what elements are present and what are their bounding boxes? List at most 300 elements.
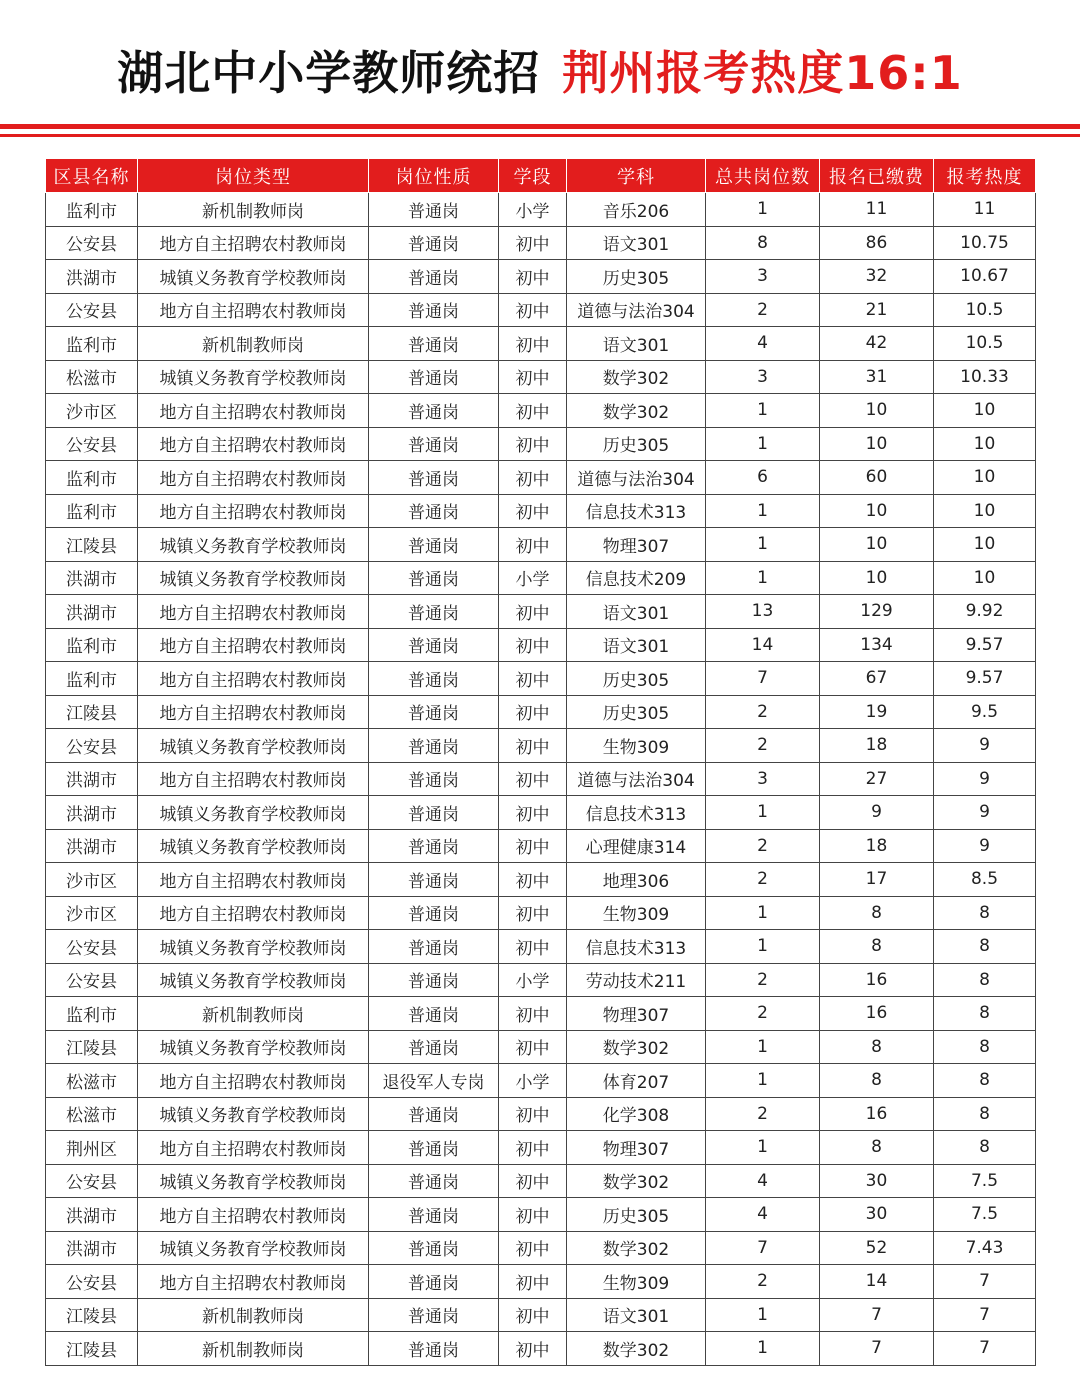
cell-subject: 历史305 — [567, 662, 706, 696]
cell-post-nature: 普通岗 — [369, 461, 499, 495]
cell-post-nature: 普通岗 — [369, 1231, 499, 1265]
cell-paid-registrations: 10 — [820, 394, 934, 428]
cell-paid-registrations: 134 — [820, 628, 934, 662]
table-row — [46, 662, 1036, 696]
cell-post-type: 地方自主招聘农村教师岗 — [138, 226, 369, 260]
cell-school-level: 初中 — [499, 1131, 567, 1165]
cell-paid-registrations: 18 — [820, 829, 934, 863]
cell-heat-ratio: 9.5 — [934, 695, 1036, 729]
cell-post-nature: 普通岗 — [369, 1265, 499, 1299]
cell-paid-registrations: 10 — [820, 427, 934, 461]
cell-heat-ratio: 10 — [934, 427, 1036, 461]
cell-district: 监利市 — [46, 327, 138, 361]
cell-heat-ratio: 10 — [934, 528, 1036, 562]
cell-post-nature: 普通岗 — [369, 494, 499, 528]
cell-post-nature: 普通岗 — [369, 930, 499, 964]
cell-total-posts: 3 — [706, 360, 820, 394]
cell-heat-ratio: 8 — [934, 997, 1036, 1031]
cell-district: 公安县 — [46, 1265, 138, 1299]
table-row — [46, 260, 1036, 294]
header-subject: 学科 — [567, 159, 706, 193]
cell-total-posts: 4 — [706, 1164, 820, 1198]
cell-heat-ratio: 10.33 — [934, 360, 1036, 394]
cell-district: 公安县 — [46, 226, 138, 260]
table-row — [46, 1164, 1036, 1198]
cell-heat-ratio: 10 — [934, 561, 1036, 595]
cell-post-type: 地方自主招聘农村教师岗 — [138, 394, 369, 428]
cell-school-level: 初中 — [499, 829, 567, 863]
cell-subject: 历史305 — [567, 260, 706, 294]
cell-total-posts: 4 — [706, 1198, 820, 1232]
cell-post-nature: 普通岗 — [369, 327, 499, 361]
cell-total-posts: 6 — [706, 461, 820, 495]
cell-post-nature: 退役军人专岗 — [369, 1064, 499, 1098]
cell-heat-ratio: 8 — [934, 1131, 1036, 1165]
cell-paid-registrations: 129 — [820, 595, 934, 629]
cell-post-type: 地方自主招聘农村教师岗 — [138, 293, 369, 327]
cell-school-level: 初中 — [499, 1164, 567, 1198]
cell-heat-ratio: 9 — [934, 762, 1036, 796]
cell-school-level: 初中 — [499, 1298, 567, 1332]
cell-subject: 数学302 — [567, 360, 706, 394]
cell-school-level: 初中 — [499, 494, 567, 528]
cell-subject: 语文301 — [567, 226, 706, 260]
header-district: 区县名称 — [46, 159, 138, 193]
cell-paid-registrations: 7 — [820, 1332, 934, 1366]
cell-district: 监利市 — [46, 628, 138, 662]
cell-post-nature: 普通岗 — [369, 1298, 499, 1332]
cell-total-posts: 3 — [706, 762, 820, 796]
cell-district: 江陵县 — [46, 695, 138, 729]
table-row — [46, 1097, 1036, 1131]
cell-school-level: 初中 — [499, 427, 567, 461]
cell-post-nature: 普通岗 — [369, 360, 499, 394]
cell-post-nature: 普通岗 — [369, 1131, 499, 1165]
cell-post-type: 新机制教师岗 — [138, 327, 369, 361]
cell-subject: 道德与法治304 — [567, 293, 706, 327]
table-row — [46, 394, 1036, 428]
title-divider-thin — [0, 134, 1080, 137]
cell-paid-registrations: 8 — [820, 896, 934, 930]
cell-subject: 信息技术313 — [567, 930, 706, 964]
cell-school-level: 初中 — [499, 461, 567, 495]
table-body — [46, 193, 1036, 1366]
cell-post-nature: 普通岗 — [369, 394, 499, 428]
cell-post-type: 城镇义务教育学校教师岗 — [138, 260, 369, 294]
cell-paid-registrations: 52 — [820, 1231, 934, 1265]
cell-heat-ratio: 7 — [934, 1265, 1036, 1299]
cell-post-type: 新机制教师岗 — [138, 193, 369, 227]
cell-total-posts: 1 — [706, 1064, 820, 1098]
cell-post-type: 地方自主招聘农村教师岗 — [138, 1265, 369, 1299]
cell-school-level: 小学 — [499, 963, 567, 997]
cell-district: 公安县 — [46, 1164, 138, 1198]
cell-paid-registrations: 9 — [820, 796, 934, 830]
cell-district: 洪湖市 — [46, 829, 138, 863]
table-header-row — [46, 159, 1036, 193]
cell-subject: 数学302 — [567, 1030, 706, 1064]
cell-school-level: 初中 — [499, 695, 567, 729]
table-row — [46, 193, 1036, 227]
cell-paid-registrations: 16 — [820, 963, 934, 997]
cell-total-posts: 1 — [706, 427, 820, 461]
cell-district: 公安县 — [46, 930, 138, 964]
recruitment-table — [45, 158, 1036, 1366]
title-main: 湖北中小学教师统招 — [117, 46, 541, 100]
cell-post-nature: 普通岗 — [369, 896, 499, 930]
cell-heat-ratio: 7.43 — [934, 1231, 1036, 1265]
cell-subject: 信息技术313 — [567, 494, 706, 528]
cell-total-posts: 7 — [706, 1231, 820, 1265]
header-heat-ratio: 报考热度 — [934, 159, 1036, 193]
cell-post-nature: 普通岗 — [369, 1097, 499, 1131]
cell-school-level: 小学 — [499, 193, 567, 227]
cell-heat-ratio: 8 — [934, 963, 1036, 997]
table-row — [46, 1030, 1036, 1064]
cell-subject: 历史305 — [567, 1198, 706, 1232]
cell-heat-ratio: 7.5 — [934, 1164, 1036, 1198]
cell-district: 洪湖市 — [46, 260, 138, 294]
cell-post-type: 地方自主招聘农村教师岗 — [138, 1198, 369, 1232]
cell-paid-registrations: 30 — [820, 1198, 934, 1232]
cell-post-nature: 普通岗 — [369, 1164, 499, 1198]
cell-subject: 信息技术313 — [567, 796, 706, 830]
table-row — [46, 896, 1036, 930]
cell-subject: 生物309 — [567, 896, 706, 930]
cell-post-type: 新机制教师岗 — [138, 1332, 369, 1366]
cell-district: 公安县 — [46, 293, 138, 327]
cell-heat-ratio: 7 — [934, 1298, 1036, 1332]
cell-subject: 体育207 — [567, 1064, 706, 1098]
cell-heat-ratio: 7.5 — [934, 1198, 1036, 1232]
table-row — [46, 461, 1036, 495]
cell-total-posts: 1 — [706, 1298, 820, 1332]
cell-subject: 音乐206 — [567, 193, 706, 227]
cell-school-level: 初中 — [499, 628, 567, 662]
cell-total-posts: 2 — [706, 293, 820, 327]
cell-district: 江陵县 — [46, 1298, 138, 1332]
cell-heat-ratio: 10.5 — [934, 327, 1036, 361]
cell-district: 沙市区 — [46, 896, 138, 930]
cell-heat-ratio: 8 — [934, 896, 1036, 930]
cell-post-type: 地方自主招聘农村教师岗 — [138, 595, 369, 629]
cell-school-level: 初中 — [499, 394, 567, 428]
cell-district: 洪湖市 — [46, 796, 138, 830]
cell-post-type: 地方自主招聘农村教师岗 — [138, 1064, 369, 1098]
cell-total-posts: 8 — [706, 226, 820, 260]
cell-district: 江陵县 — [46, 1030, 138, 1064]
cell-post-type: 地方自主招聘农村教师岗 — [138, 863, 369, 897]
cell-total-posts: 2 — [706, 863, 820, 897]
cell-total-posts: 1 — [706, 193, 820, 227]
cell-school-level: 初中 — [499, 1332, 567, 1366]
cell-post-type: 城镇义务教育学校教师岗 — [138, 729, 369, 763]
table-row — [46, 796, 1036, 830]
cell-post-nature: 普通岗 — [369, 193, 499, 227]
title-divider-thick — [0, 124, 1080, 129]
cell-post-nature: 普通岗 — [369, 595, 499, 629]
cell-total-posts: 2 — [706, 829, 820, 863]
cell-paid-registrations: 8 — [820, 1030, 934, 1064]
table-row — [46, 1198, 1036, 1232]
header-total-posts: 总共岗位数 — [706, 159, 820, 193]
cell-subject: 生物309 — [567, 1265, 706, 1299]
cell-post-nature: 普通岗 — [369, 1030, 499, 1064]
cell-post-type: 城镇义务教育学校教师岗 — [138, 829, 369, 863]
cell-heat-ratio: 9.57 — [934, 628, 1036, 662]
cell-district: 江陵县 — [46, 528, 138, 562]
table-row — [46, 829, 1036, 863]
cell-subject: 语文301 — [567, 1298, 706, 1332]
table-row — [46, 293, 1036, 327]
cell-paid-registrations: 10 — [820, 528, 934, 562]
cell-district: 监利市 — [46, 461, 138, 495]
cell-total-posts: 3 — [706, 260, 820, 294]
cell-post-nature: 普通岗 — [369, 226, 499, 260]
table-row — [46, 1298, 1036, 1332]
cell-post-nature: 普通岗 — [369, 561, 499, 595]
table-row — [46, 695, 1036, 729]
cell-school-level: 小学 — [499, 561, 567, 595]
cell-paid-registrations: 8 — [820, 930, 934, 964]
cell-total-posts: 1 — [706, 796, 820, 830]
cell-district: 洪湖市 — [46, 1198, 138, 1232]
cell-district: 公安县 — [46, 427, 138, 461]
cell-post-type: 新机制教师岗 — [138, 997, 369, 1031]
cell-subject: 物理307 — [567, 997, 706, 1031]
cell-post-type: 新机制教师岗 — [138, 1298, 369, 1332]
cell-subject: 物理307 — [567, 528, 706, 562]
table-row — [46, 595, 1036, 629]
cell-district: 洪湖市 — [46, 595, 138, 629]
cell-paid-registrations: 8 — [820, 1131, 934, 1165]
table-row — [46, 427, 1036, 461]
cell-school-level: 初中 — [499, 1265, 567, 1299]
cell-paid-registrations: 16 — [820, 1097, 934, 1131]
cell-total-posts: 7 — [706, 662, 820, 696]
cell-heat-ratio: 11 — [934, 193, 1036, 227]
header-school-level: 学段 — [499, 159, 567, 193]
cell-total-posts: 1 — [706, 561, 820, 595]
cell-paid-registrations: 17 — [820, 863, 934, 897]
table-row — [46, 1332, 1036, 1366]
cell-post-type: 城镇义务教育学校教师岗 — [138, 1231, 369, 1265]
cell-post-type: 城镇义务教育学校教师岗 — [138, 1030, 369, 1064]
cell-post-nature: 普通岗 — [369, 729, 499, 763]
cell-school-level: 初中 — [499, 293, 567, 327]
cell-post-type: 地方自主招聘农村教师岗 — [138, 662, 369, 696]
cell-post-nature: 普通岗 — [369, 695, 499, 729]
cell-school-level: 初中 — [499, 528, 567, 562]
cell-subject: 语文301 — [567, 628, 706, 662]
cell-total-posts: 4 — [706, 327, 820, 361]
cell-school-level: 初中 — [499, 226, 567, 260]
table-row — [46, 963, 1036, 997]
cell-heat-ratio: 8 — [934, 930, 1036, 964]
table-row — [46, 1131, 1036, 1165]
cell-post-nature: 普通岗 — [369, 628, 499, 662]
cell-school-level: 初中 — [499, 796, 567, 830]
cell-school-level: 初中 — [499, 1231, 567, 1265]
cell-school-level: 初中 — [499, 662, 567, 696]
cell-school-level: 初中 — [499, 863, 567, 897]
cell-paid-registrations: 19 — [820, 695, 934, 729]
cell-heat-ratio: 8.5 — [934, 863, 1036, 897]
cell-school-level: 初中 — [499, 930, 567, 964]
cell-post-nature: 普通岗 — [369, 662, 499, 696]
cell-post-nature: 普通岗 — [369, 528, 499, 562]
cell-heat-ratio: 9 — [934, 796, 1036, 830]
cell-post-type: 地方自主招聘农村教师岗 — [138, 494, 369, 528]
cell-paid-registrations: 32 — [820, 260, 934, 294]
cell-post-nature: 普通岗 — [369, 1332, 499, 1366]
cell-district: 松滋市 — [46, 1097, 138, 1131]
cell-district: 荆州区 — [46, 1131, 138, 1165]
cell-total-posts: 2 — [706, 963, 820, 997]
cell-total-posts: 1 — [706, 1131, 820, 1165]
cell-district: 洪湖市 — [46, 561, 138, 595]
table-row — [46, 762, 1036, 796]
cell-subject: 心理健康314 — [567, 829, 706, 863]
cell-paid-registrations: 8 — [820, 1064, 934, 1098]
cell-heat-ratio: 9 — [934, 829, 1036, 863]
cell-paid-registrations: 16 — [820, 997, 934, 1031]
cell-subject: 语文301 — [567, 327, 706, 361]
cell-total-posts: 2 — [706, 695, 820, 729]
cell-subject: 道德与法治304 — [567, 762, 706, 796]
cell-paid-registrations: 10 — [820, 561, 934, 595]
cell-post-nature: 普通岗 — [369, 427, 499, 461]
table-row — [46, 226, 1036, 260]
cell-post-type: 地方自主招聘农村教师岗 — [138, 695, 369, 729]
table-row — [46, 729, 1036, 763]
cell-post-nature: 普通岗 — [369, 762, 499, 796]
cell-paid-registrations: 67 — [820, 662, 934, 696]
cell-post-type: 城镇义务教育学校教师岗 — [138, 360, 369, 394]
cell-paid-registrations: 14 — [820, 1265, 934, 1299]
table-row — [46, 561, 1036, 595]
cell-post-type: 地方自主招聘农村教师岗 — [138, 762, 369, 796]
title-highlight: 荆州报考热度16:1 — [562, 46, 963, 100]
cell-district: 公安县 — [46, 963, 138, 997]
cell-heat-ratio: 10 — [934, 494, 1036, 528]
cell-post-type: 地方自主招聘农村教师岗 — [138, 1131, 369, 1165]
cell-district: 监利市 — [46, 193, 138, 227]
cell-post-type: 城镇义务教育学校教师岗 — [138, 930, 369, 964]
cell-heat-ratio: 10.75 — [934, 226, 1036, 260]
cell-post-type: 城镇义务教育学校教师岗 — [138, 963, 369, 997]
cell-paid-registrations: 7 — [820, 1298, 934, 1332]
header-paid-registrations: 报名已缴费 — [820, 159, 934, 193]
cell-heat-ratio: 8 — [934, 1097, 1036, 1131]
table-row — [46, 930, 1036, 964]
cell-district: 松滋市 — [46, 360, 138, 394]
table-row — [46, 628, 1036, 662]
cell-district: 江陵县 — [46, 1332, 138, 1366]
cell-post-type: 地方自主招聘农村教师岗 — [138, 628, 369, 662]
cell-post-type: 城镇义务教育学校教师岗 — [138, 1164, 369, 1198]
cell-school-level: 小学 — [499, 1064, 567, 1098]
cell-heat-ratio: 8 — [934, 1064, 1036, 1098]
cell-heat-ratio: 10.67 — [934, 260, 1036, 294]
cell-heat-ratio: 9.57 — [934, 662, 1036, 696]
table-row — [46, 494, 1036, 528]
cell-subject: 历史305 — [567, 695, 706, 729]
cell-post-nature: 普通岗 — [369, 997, 499, 1031]
table-row — [46, 360, 1036, 394]
cell-paid-registrations: 10 — [820, 494, 934, 528]
cell-district: 监利市 — [46, 997, 138, 1031]
cell-school-level: 初中 — [499, 260, 567, 294]
cell-paid-registrations: 86 — [820, 226, 934, 260]
cell-school-level: 初中 — [499, 1097, 567, 1131]
header-post-type: 岗位类型 — [138, 159, 369, 193]
cell-post-nature: 普通岗 — [369, 260, 499, 294]
cell-post-type: 城镇义务教育学校教师岗 — [138, 796, 369, 830]
cell-subject: 劳动技术211 — [567, 963, 706, 997]
cell-school-level: 初中 — [499, 896, 567, 930]
cell-paid-registrations: 42 — [820, 327, 934, 361]
table-row — [46, 528, 1036, 562]
cell-total-posts: 1 — [706, 1030, 820, 1064]
table-row — [46, 997, 1036, 1031]
cell-total-posts: 2 — [706, 997, 820, 1031]
cell-paid-registrations: 31 — [820, 360, 934, 394]
cell-total-posts: 1 — [706, 930, 820, 964]
cell-post-nature: 普通岗 — [369, 293, 499, 327]
cell-subject: 数学302 — [567, 1332, 706, 1366]
cell-post-type: 城镇义务教育学校教师岗 — [138, 561, 369, 595]
cell-total-posts: 1 — [706, 896, 820, 930]
cell-district: 沙市区 — [46, 394, 138, 428]
cell-paid-registrations: 27 — [820, 762, 934, 796]
cell-district: 公安县 — [46, 729, 138, 763]
cell-subject: 语文301 — [567, 595, 706, 629]
cell-heat-ratio: 10 — [934, 394, 1036, 428]
cell-subject: 历史305 — [567, 427, 706, 461]
table-row — [46, 1265, 1036, 1299]
cell-post-nature: 普通岗 — [369, 963, 499, 997]
cell-post-nature: 普通岗 — [369, 863, 499, 897]
cell-heat-ratio: 9.92 — [934, 595, 1036, 629]
cell-heat-ratio: 8 — [934, 1030, 1036, 1064]
cell-school-level: 初中 — [499, 1030, 567, 1064]
cell-total-posts: 2 — [706, 1265, 820, 1299]
table-row — [46, 327, 1036, 361]
cell-subject: 生物309 — [567, 729, 706, 763]
cell-district: 监利市 — [46, 662, 138, 696]
cell-district: 监利市 — [46, 494, 138, 528]
cell-post-type: 地方自主招聘农村教师岗 — [138, 896, 369, 930]
cell-paid-registrations: 11 — [820, 193, 934, 227]
cell-post-type: 城镇义务教育学校教师岗 — [138, 1097, 369, 1131]
cell-school-level: 初中 — [499, 997, 567, 1031]
table-row — [46, 1064, 1036, 1098]
cell-paid-registrations: 60 — [820, 461, 934, 495]
cell-total-posts: 1 — [706, 528, 820, 562]
cell-subject: 地理306 — [567, 863, 706, 897]
cell-heat-ratio: 9 — [934, 729, 1036, 763]
cell-total-posts: 2 — [706, 729, 820, 763]
cell-district: 松滋市 — [46, 1064, 138, 1098]
cell-school-level: 初中 — [499, 1198, 567, 1232]
cell-subject: 道德与法治304 — [567, 461, 706, 495]
cell-post-nature: 普通岗 — [369, 1198, 499, 1232]
page-title — [0, 30, 1080, 110]
header-post-nature: 岗位性质 — [369, 159, 499, 193]
cell-total-posts: 13 — [706, 595, 820, 629]
cell-total-posts: 1 — [706, 494, 820, 528]
